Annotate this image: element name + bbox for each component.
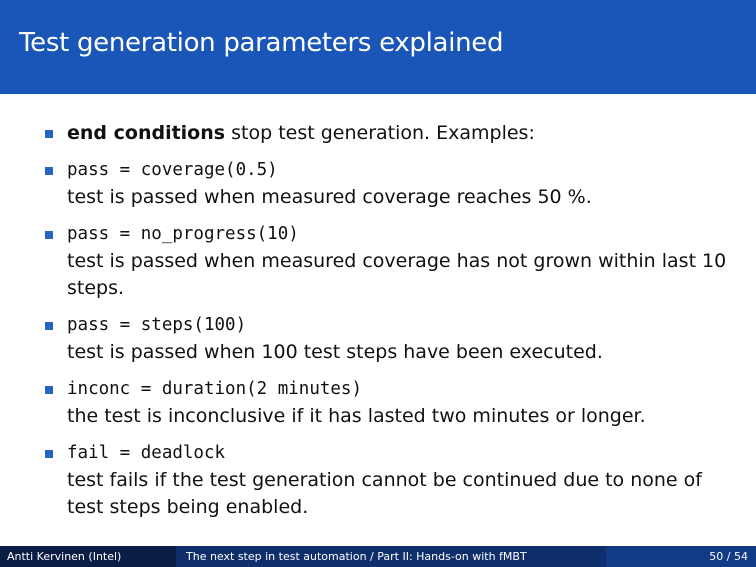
item-code: pass = coverage(0.5) (67, 160, 278, 180)
item-code: pass = steps(100) (67, 315, 247, 335)
bullet-icon (45, 130, 53, 138)
bullet-icon (45, 386, 53, 394)
bullet-icon (45, 322, 53, 330)
item-code: inconc = duration(2 minutes) (67, 379, 363, 399)
item-text: stop test generation. Examples: (225, 122, 535, 144)
item-description: test is passed when measured coverage has not grown within last 10 (67, 250, 727, 272)
item-code: pass = no_progress(10) (67, 224, 299, 244)
item-code: fail = deadlock (67, 443, 226, 463)
slide-footer (0, 546, 756, 567)
footer-page-number (606, 546, 756, 567)
list-item (0, 221, 756, 302)
slide-header (0, 0, 756, 94)
bullet-icon (45, 450, 53, 458)
list-item (0, 440, 756, 521)
bullet-icon (45, 167, 53, 175)
list-item (0, 312, 756, 366)
item-description: test is passed when 100 test steps have been executed. (67, 341, 603, 363)
slide-title: Test generation parameters explained (19, 28, 504, 58)
list-item (0, 157, 756, 211)
footer-talk-title (176, 546, 606, 567)
footer-author-text: Antti Kervinen (Intel) (7, 550, 122, 563)
item-term: end conditions (67, 122, 226, 144)
slide-content (0, 120, 756, 531)
footer-page-text: 50 / 54 (709, 550, 748, 563)
item-description: test fails if the test generation cannot be continued due to none of (67, 469, 702, 491)
item-description: test is passed when measured coverage reaches 50 %. (67, 186, 592, 208)
item-description-cont: test steps being enabled. (67, 496, 309, 518)
item-description-cont: steps. (67, 277, 125, 299)
bullet-icon (45, 231, 53, 239)
footer-author (0, 546, 176, 567)
list-item (0, 120, 756, 147)
footer-talk-text: The next step in test automation / Part II: Hands-on with fMBT (186, 550, 527, 563)
item-description: the test is inconclusive if it has lasted two minutes or longer. (67, 405, 646, 427)
list-item (0, 376, 756, 430)
